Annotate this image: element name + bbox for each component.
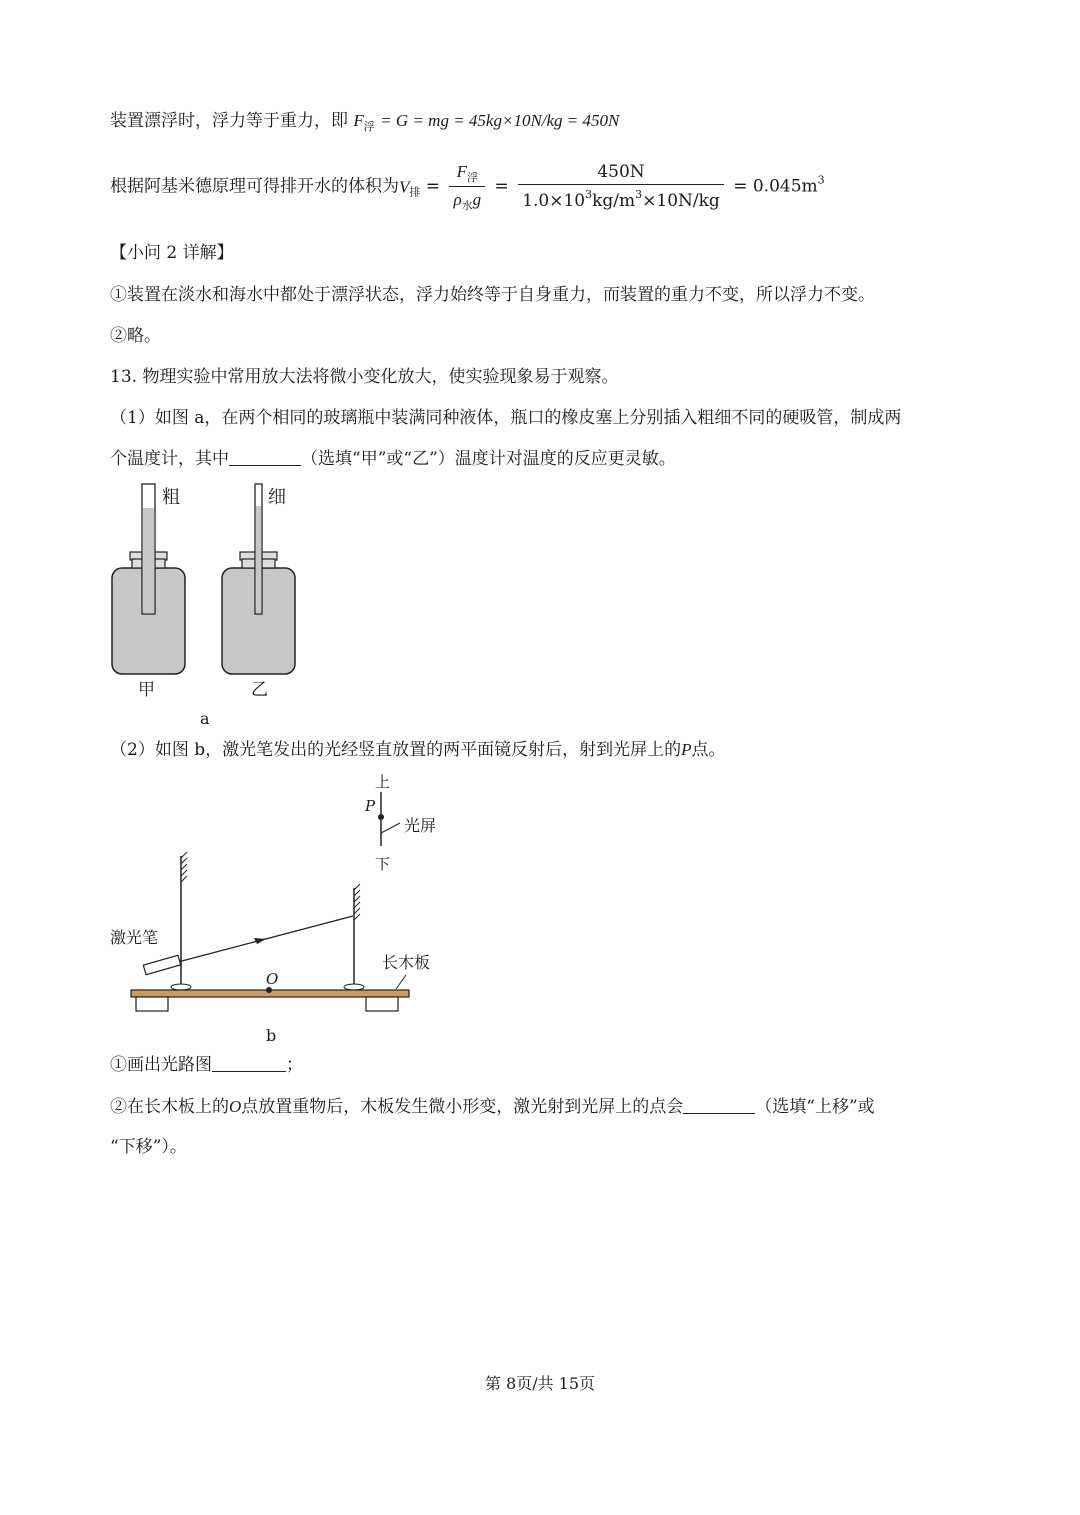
q13-sub-a: ①画出光路图 ； <box>110 1055 303 1075</box>
q13-sub-b-line2: “下移”）。 <box>110 1137 187 1157</box>
bottle-yi <box>222 484 295 700</box>
q13-sub-b: ②在长木板上的O点放置重物后，木板发生微小形变，激光射到光屏上的点会 （选填“上移”或 <box>110 1097 875 1117</box>
board-support-right <box>366 997 398 1011</box>
svg-text:甲: 甲 <box>138 680 155 700</box>
answer-blank-2[interactable] <box>212 1057 286 1072</box>
svg-text:长木板: 长木板 <box>382 953 431 972</box>
right-mirror <box>344 884 364 990</box>
point-p <box>378 814 384 820</box>
answer-blank-3[interactable] <box>683 1099 755 1114</box>
fraction-values: $\frac{450N}{1.0\times 10^3kg/m^3\times 10N/kg}$ <box>518 164 724 210</box>
calc-line-2: 根据阿基米德原理可得排开水的体积为$V_排$ = $\frac{F_浮}{\rho_水g}$ = $\frac{450N}{1.0\times 10^3kg/m^3\times 10N/kg}$ = $0.045m^3$ <box>110 162 825 212</box>
bottle-jia <box>112 484 185 700</box>
svg-text:O: O <box>266 970 279 988</box>
light-screen <box>364 773 436 873</box>
q13-part1-line1: （1）如图 a，在两个相同的玻璃瓶中装满同种液体，瓶口的橡皮塞上分别插入粗细不同的硬吸管，制成两 <box>110 408 902 428</box>
q13-part1-line2: 个温度计，其中 （选填“甲”或“乙”）温度计对温度的反应更灵敏。 <box>110 449 676 469</box>
svg-text:粗: 粗 <box>162 487 180 508</box>
figure-a-caption: a <box>200 709 210 728</box>
figure-b <box>100 768 437 1048</box>
svg-text:光屏: 光屏 <box>404 816 437 835</box>
sub2-item-2: ②略。 <box>110 326 161 346</box>
q13-stem: 13. 物理实验中常用放大法将微小变化放大，使实验现象易于观察。 <box>110 367 619 387</box>
calc-line-1: 装置漂浮时，浮力等于重力，即 $F_浮 = G$ = mg = 45kg×10N/kg = 450N <box>110 111 620 133</box>
fraction-buoyancy: $\frac{F_浮}{\rho_水g}$ <box>449 163 485 211</box>
left-mirror <box>171 852 191 990</box>
svg-text:P: P <box>365 797 376 815</box>
figure-a <box>100 478 340 728</box>
svg-text:下: 下 <box>375 855 391 873</box>
sub2-item-1: ①装置在淡水和海水中都处于漂浮状态，浮力始终等于自身重力，而装置的重力不变，所以浮力不变。 <box>110 285 875 305</box>
q13-part2: （2）如图 b，激光笔发出的光经竖直放置的两平面镜反射后，射到光屏上的P点。 <box>110 740 726 760</box>
figure-b-caption: b <box>266 1026 277 1045</box>
laser-pen <box>143 955 180 975</box>
page-footer: 第 8页/共 15页 <box>484 1374 596 1393</box>
answer-blank-1[interactable] <box>229 451 301 466</box>
sub2-heading: 【小问 2 详解】 <box>110 243 234 263</box>
svg-text:乙: 乙 <box>251 680 268 700</box>
svg-text:细: 细 <box>268 487 286 508</box>
svg-text:激光笔: 激光笔 <box>110 928 159 947</box>
beam-arrow <box>254 938 266 944</box>
svg-text:上: 上 <box>375 773 391 791</box>
board-support-left <box>136 997 168 1011</box>
